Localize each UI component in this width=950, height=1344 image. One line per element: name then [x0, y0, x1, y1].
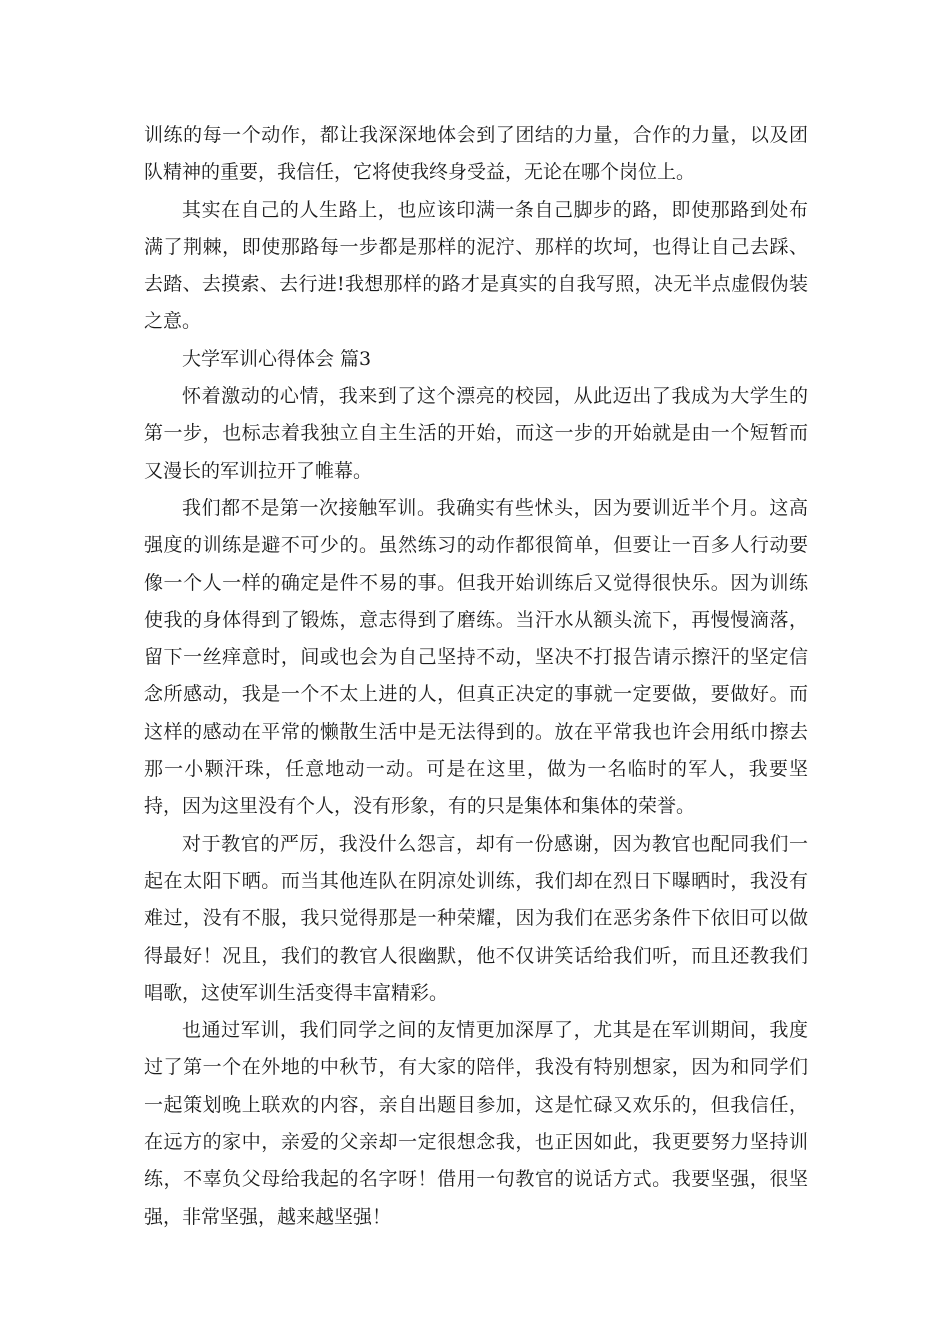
paragraph-continued: 训练的每一个动作，都让我深深地体会到了团结的力量，合作的力量，以及团队精神的重要，我信任，它将使我终身受益，无论在哪个岗位上。	[144, 124, 808, 184]
paragraph-life-road: 其实在自己的人生路上，也应该印满一条自己脚步的路，即使那路到处布满了荆棘，即使那路每一步都是那样的泥泞、那样的坎坷，也得让自己去踩、去踏、去摸索、去行进!我想那样的路才是真实的自我写照，决无半点虚假伪装之意。	[144, 198, 808, 333]
paragraph-friendship: 也通过军训，我们同学之间的友情更加深厚了，尤其是在军训期间，我度过了第一个在外地的中秋节，有大家的陪伴，我没有特别想家，因为和同学们一起策划晚上联欢的内容，亲自出题目参加，这是忙碌又欢乐的，但我信任，在远方的家中，亲爱的父亲却一定很想念我，也正因如此，我更要努力坚持训练，不辜负父母给我起的名字呀！借用一句教官的说话方式。我要坚强，很坚强，非常坚强，越来越坚强！	[144, 1019, 808, 1228]
section-heading: 大学军训心得体会 篇3	[182, 347, 372, 370]
paragraph-training: 我们都不是第一次接触军训。我确实有些怵头，因为要训近半个月。这高强度的训练是避不可少的。虽然练习的动作都很简单，但要让一百多人行动要像一个人一样的确定是件不易的事。但我开始训练后又觉得很快乐。因为训练使我的身体得到了锻炼，意志得到了磨练。当汗水从额头流下，再慢慢滴落，留下一丝痒意时，间或也会为自己坚持不动，坚决不打报告请示擦汗的坚定信念所感动，我是一个不太上进的人，但真正决定的事就一定要做，要做好。而这样的感动在平常的懒散生活中是无法得到的。放在平常我也许会用纸巾擦去那一小颗汗珠，任意地动一动。可是在这里，做为一名临时的军人，我要坚持，因为这里没有个人，没有形象，有的只是集体和集体的荣誉。	[144, 496, 808, 818]
document-page	[144, 117, 808, 1236]
paragraph-instructor: 对于教官的严厉，我没什么怨言，却有一份感谢，因为教官也配同我们一起在太阳下晒。而当其他连队在阴凉处训练，我们却在烈日下曝晒时，我没有难过，没有不服，我只觉得那是一种荣耀，因为我们在恶劣条件下依旧可以做得最好！况且，我们的教官人很幽默，他不仅讲笑话给我们听，而且还教我们唱歌，这使军训生活变得丰富精彩。	[144, 832, 808, 1004]
paragraph-arrival: 怀着激动的心情，我来到了这个漂亮的校园，从此迈出了我成为大学生的第一步，也标志着我独立自主生活的开始，而这一步的开始就是由一个短暂而又漫长的军训拉开了帷幕。	[144, 385, 808, 482]
